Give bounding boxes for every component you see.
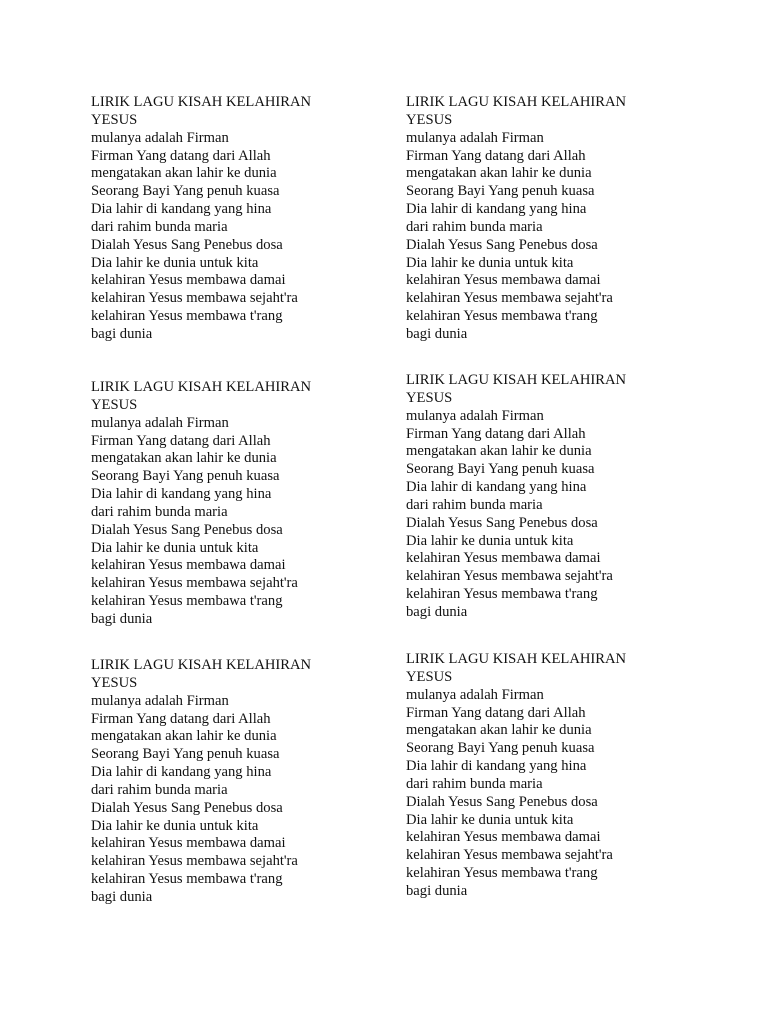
- lyrics-line: Dia lahir di kandang yang hina: [406, 758, 587, 775]
- lyrics-title: LIRIK LAGU KISAH KELAHIRAN YESUS: [406, 651, 627, 685]
- lyrics-block-6: [406, 651, 656, 901]
- lyrics-line: Dia lahir di kandang yang hina: [406, 201, 587, 218]
- lyrics-title: LIRIK LAGU KISAH KELAHIRAN YESUS: [91, 379, 312, 413]
- lyrics-line: dari rahim bunda maria: [406, 496, 543, 513]
- lyrics-line: Firman Yang datang dari Allah: [406, 425, 586, 442]
- lyrics-line: Dia lahir di kandang yang hina: [91, 764, 272, 781]
- lyrics-title: LIRIK LAGU KISAH KELAHIRAN YESUS: [406, 372, 627, 406]
- lyrics-line: Dia lahir ke dunia untuk kita: [91, 539, 259, 556]
- lyrics-line: mulanya adalah Firman: [406, 407, 544, 424]
- lyrics-line: kelahiran Yesus membawa t'rang: [406, 308, 598, 325]
- lyrics-line: bagi dunia: [406, 603, 468, 620]
- lyrics-line: bagi dunia: [91, 325, 153, 342]
- lyrics-line: mengatakan akan lahir ke dunia: [91, 165, 277, 182]
- lyrics-line: kelahiran Yesus membawa sejaht'ra: [406, 568, 613, 585]
- lyrics-line: Dia lahir ke dunia untuk kita: [91, 817, 259, 834]
- lyrics-title: LIRIK LAGU KISAH KELAHIRAN YESUS: [91, 657, 312, 691]
- lyrics-line: Dialah Yesus Sang Penebus dosa: [406, 793, 598, 810]
- lyrics-line: mengatakan akan lahir ke dunia: [406, 165, 592, 182]
- lyrics-line: Dia lahir di kandang yang hina: [406, 479, 587, 496]
- lyrics-line: kelahiran Yesus membawa sejaht'ra: [91, 290, 298, 307]
- lyrics-block-4: [406, 94, 656, 344]
- lyrics-line: bagi dunia: [91, 610, 153, 627]
- lyrics-block-1: [91, 94, 341, 344]
- lyrics-line: kelahiran Yesus membawa t'rang: [91, 308, 283, 325]
- lyrics-line: Dia lahir ke dunia untuk kita: [406, 811, 574, 828]
- lyrics-line: Dia lahir di kandang yang hina: [91, 201, 272, 218]
- lyrics-line: kelahiran Yesus membawa sejaht'ra: [91, 575, 298, 592]
- lyrics-line: Dialah Yesus Sang Penebus dosa: [91, 521, 283, 538]
- lyrics-line: bagi dunia: [91, 888, 153, 905]
- lyrics-line: kelahiran Yesus membawa damai: [406, 272, 601, 289]
- lyrics-line: mulanya adalah Firman: [91, 692, 229, 709]
- lyrics-line: kelahiran Yesus membawa t'rang: [91, 871, 283, 888]
- lyrics-line: bagi dunia: [406, 325, 468, 342]
- lyrics-line: Seorang Bayi Yang penuh kuasa: [91, 746, 280, 763]
- lyrics-line: Firman Yang datang dari Allah: [406, 147, 586, 164]
- lyrics-line: kelahiran Yesus membawa damai: [406, 550, 601, 567]
- lyrics-line: dari rahim bunda maria: [406, 775, 543, 792]
- lyrics-line: kelahiran Yesus membawa t'rang: [91, 593, 283, 610]
- lyrics-line: kelahiran Yesus membawa sejaht'ra: [406, 847, 613, 864]
- lyrics-line: Seorang Bayi Yang penuh kuasa: [406, 740, 595, 757]
- lyrics-line: Firman Yang datang dari Allah: [91, 432, 271, 449]
- lyrics-block-3: [91, 657, 341, 907]
- lyrics-line: Dialah Yesus Sang Penebus dosa: [406, 514, 598, 531]
- lyrics-line: dari rahim bunda maria: [91, 218, 228, 235]
- lyrics-line: Firman Yang datang dari Allah: [406, 704, 586, 721]
- lyrics-title: LIRIK LAGU KISAH KELAHIRAN YESUS: [91, 94, 312, 128]
- lyrics-line: Dialah Yesus Sang Penebus dosa: [91, 236, 283, 253]
- lyrics-line: Seorang Bayi Yang penuh kuasa: [406, 183, 595, 200]
- lyrics-block-2: [91, 379, 341, 629]
- lyrics-line: dari rahim bunda maria: [406, 218, 543, 235]
- lyrics-line: Seorang Bayi Yang penuh kuasa: [91, 183, 280, 200]
- lyrics-line: kelahiran Yesus membawa sejaht'ra: [91, 853, 298, 870]
- lyrics-line: kelahiran Yesus membawa t'rang: [406, 586, 598, 603]
- lyrics-line: Dialah Yesus Sang Penebus dosa: [91, 799, 283, 816]
- lyrics-line: Dia lahir ke dunia untuk kita: [406, 254, 574, 271]
- lyrics-line: mengatakan akan lahir ke dunia: [406, 722, 592, 739]
- lyrics-line: Dia lahir ke dunia untuk kita: [406, 532, 574, 549]
- lyrics-line: kelahiran Yesus membawa damai: [406, 829, 601, 846]
- lyrics-line: mulanya adalah Firman: [91, 129, 229, 146]
- lyrics-line: kelahiran Yesus membawa damai: [91, 557, 286, 574]
- lyrics-line: dari rahim bunda maria: [91, 503, 228, 520]
- lyrics-block-5: [406, 372, 656, 622]
- lyrics-line: kelahiran Yesus membawa damai: [91, 835, 286, 852]
- lyrics-line: kelahiran Yesus membawa sejaht'ra: [406, 290, 613, 307]
- lyrics-line: Firman Yang datang dari Allah: [91, 147, 271, 164]
- lyrics-line: Seorang Bayi Yang penuh kuasa: [406, 461, 595, 478]
- lyrics-line: kelahiran Yesus membawa damai: [91, 272, 286, 289]
- lyrics-line: mengatakan akan lahir ke dunia: [406, 443, 592, 460]
- lyrics-title: LIRIK LAGU KISAH KELAHIRAN YESUS: [406, 94, 627, 128]
- lyrics-line: Dia lahir di kandang yang hina: [91, 486, 272, 503]
- lyrics-line: kelahiran Yesus membawa t'rang: [406, 865, 598, 882]
- lyrics-line: dari rahim bunda maria: [91, 781, 228, 798]
- lyrics-line: mengatakan akan lahir ke dunia: [91, 728, 277, 745]
- lyrics-line: mulanya adalah Firman: [406, 686, 544, 703]
- lyrics-line: mengatakan akan lahir ke dunia: [91, 450, 277, 467]
- lyrics-line: mulanya adalah Firman: [91, 414, 229, 431]
- lyrics-line: bagi dunia: [406, 882, 468, 899]
- lyrics-line: Dia lahir ke dunia untuk kita: [91, 254, 259, 271]
- lyrics-line: Seorang Bayi Yang penuh kuasa: [91, 468, 280, 485]
- lyrics-line: mulanya adalah Firman: [406, 129, 544, 146]
- lyrics-line: Firman Yang datang dari Allah: [91, 710, 271, 727]
- lyrics-line: Dialah Yesus Sang Penebus dosa: [406, 236, 598, 253]
